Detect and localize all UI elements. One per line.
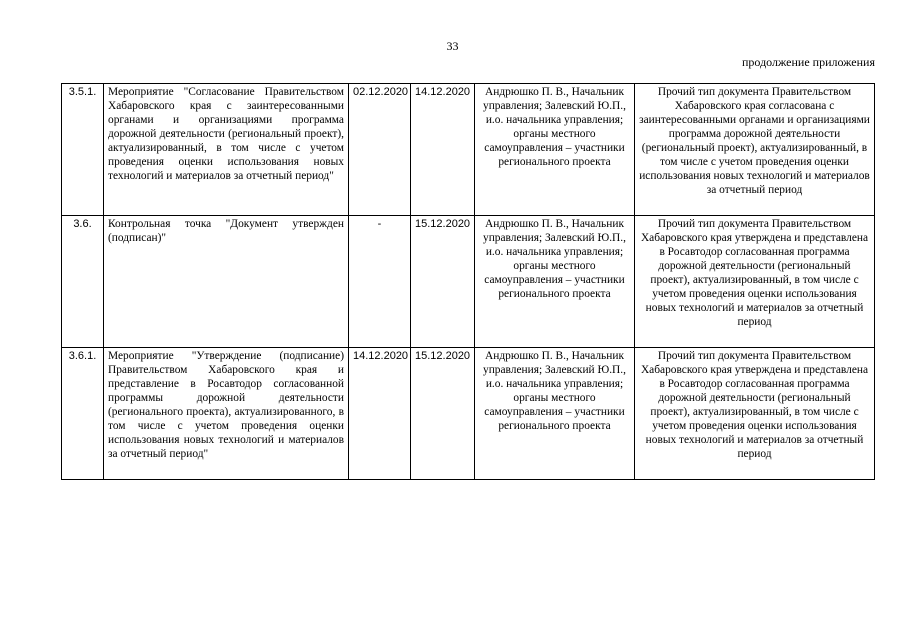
row-responsible: Андрюшко П. В., Начальник управления; Залевский Ю.П., и.о. начальника управления; органы местного самоуправления – участники регионального проекта xyxy=(475,348,635,480)
row-responsible: Андрюшко П. В., Начальник управления; Залевский Ю.П., и.о. начальника управления; органы местного самоуправления – участники регионального проекта xyxy=(475,84,635,216)
row-result: Прочий тип документа Правительством Хабаровского края утверждена и представлена в Росавтодор согласованная программа дорожной деятельности (региональный проект), актуализированный, в том числе с учетом проведения оценки использования новых технологий и материалов за отчетный период xyxy=(635,348,875,480)
row-start-date: 02.12.2020 xyxy=(349,84,411,216)
row-start-date: - xyxy=(349,216,411,348)
row-name: Мероприятие "Согласование Правительством Хабаровского края с заинтересованными органами и организациями программа дорожной деятельности (региональный проект), актуализированный, в том числе с учетом проведения оценки использования новых технологий и материалов за отчетный период" xyxy=(104,84,349,216)
plan-table xyxy=(61,83,875,480)
row-result: Прочий тип документа Правительством Хабаровского края согласована с заинтересованными органами и организациями программа дорожной деятельности (региональный проект), актуализированный, в том числе с учетом проведения оценки использования новых технологий и материалов за отчетный период xyxy=(635,84,875,216)
page-number: 33 xyxy=(446,39,459,53)
row-end-date: 15.12.2020 xyxy=(411,348,475,480)
row-start-date: 14.12.2020 xyxy=(349,348,411,480)
row-name: Контрольная точка "Документ утвержден (подписан)" xyxy=(104,216,349,348)
table-row xyxy=(62,216,875,348)
continuation-label: продолжение приложения xyxy=(742,55,875,69)
row-number: 3.6. xyxy=(62,216,104,348)
row-number: 3.6.1. xyxy=(62,348,104,480)
row-end-date: 15.12.2020 xyxy=(411,216,475,348)
row-result: Прочий тип документа Правительством Хабаровского края утверждена и представлена в Росавтодор согласованная программа дорожной деятельности (региональный проект), актуализированный, в том числе с учетом проведения оценки использования новых технологий и материалов за отчетный период xyxy=(635,216,875,348)
row-end-date: 14.12.2020 xyxy=(411,84,475,216)
row-number: 3.5.1. xyxy=(62,84,104,216)
row-name: Мероприятие "Утверждение (подписание) Правительством Хабаровского края и представление в Росавтодор согласованной программы дорожной деятельности (регионального проекта), актуализированного, в том числе с учетом проведения оценки использования новых технологий и материалов за отчетный период" xyxy=(104,348,349,480)
table-row xyxy=(62,84,875,216)
table-row xyxy=(62,348,875,480)
row-responsible: Андрюшко П. В., Начальник управления; Залевский Ю.П., и.о. начальника управления; органы местного самоуправления – участники регионального проекта xyxy=(475,216,635,348)
